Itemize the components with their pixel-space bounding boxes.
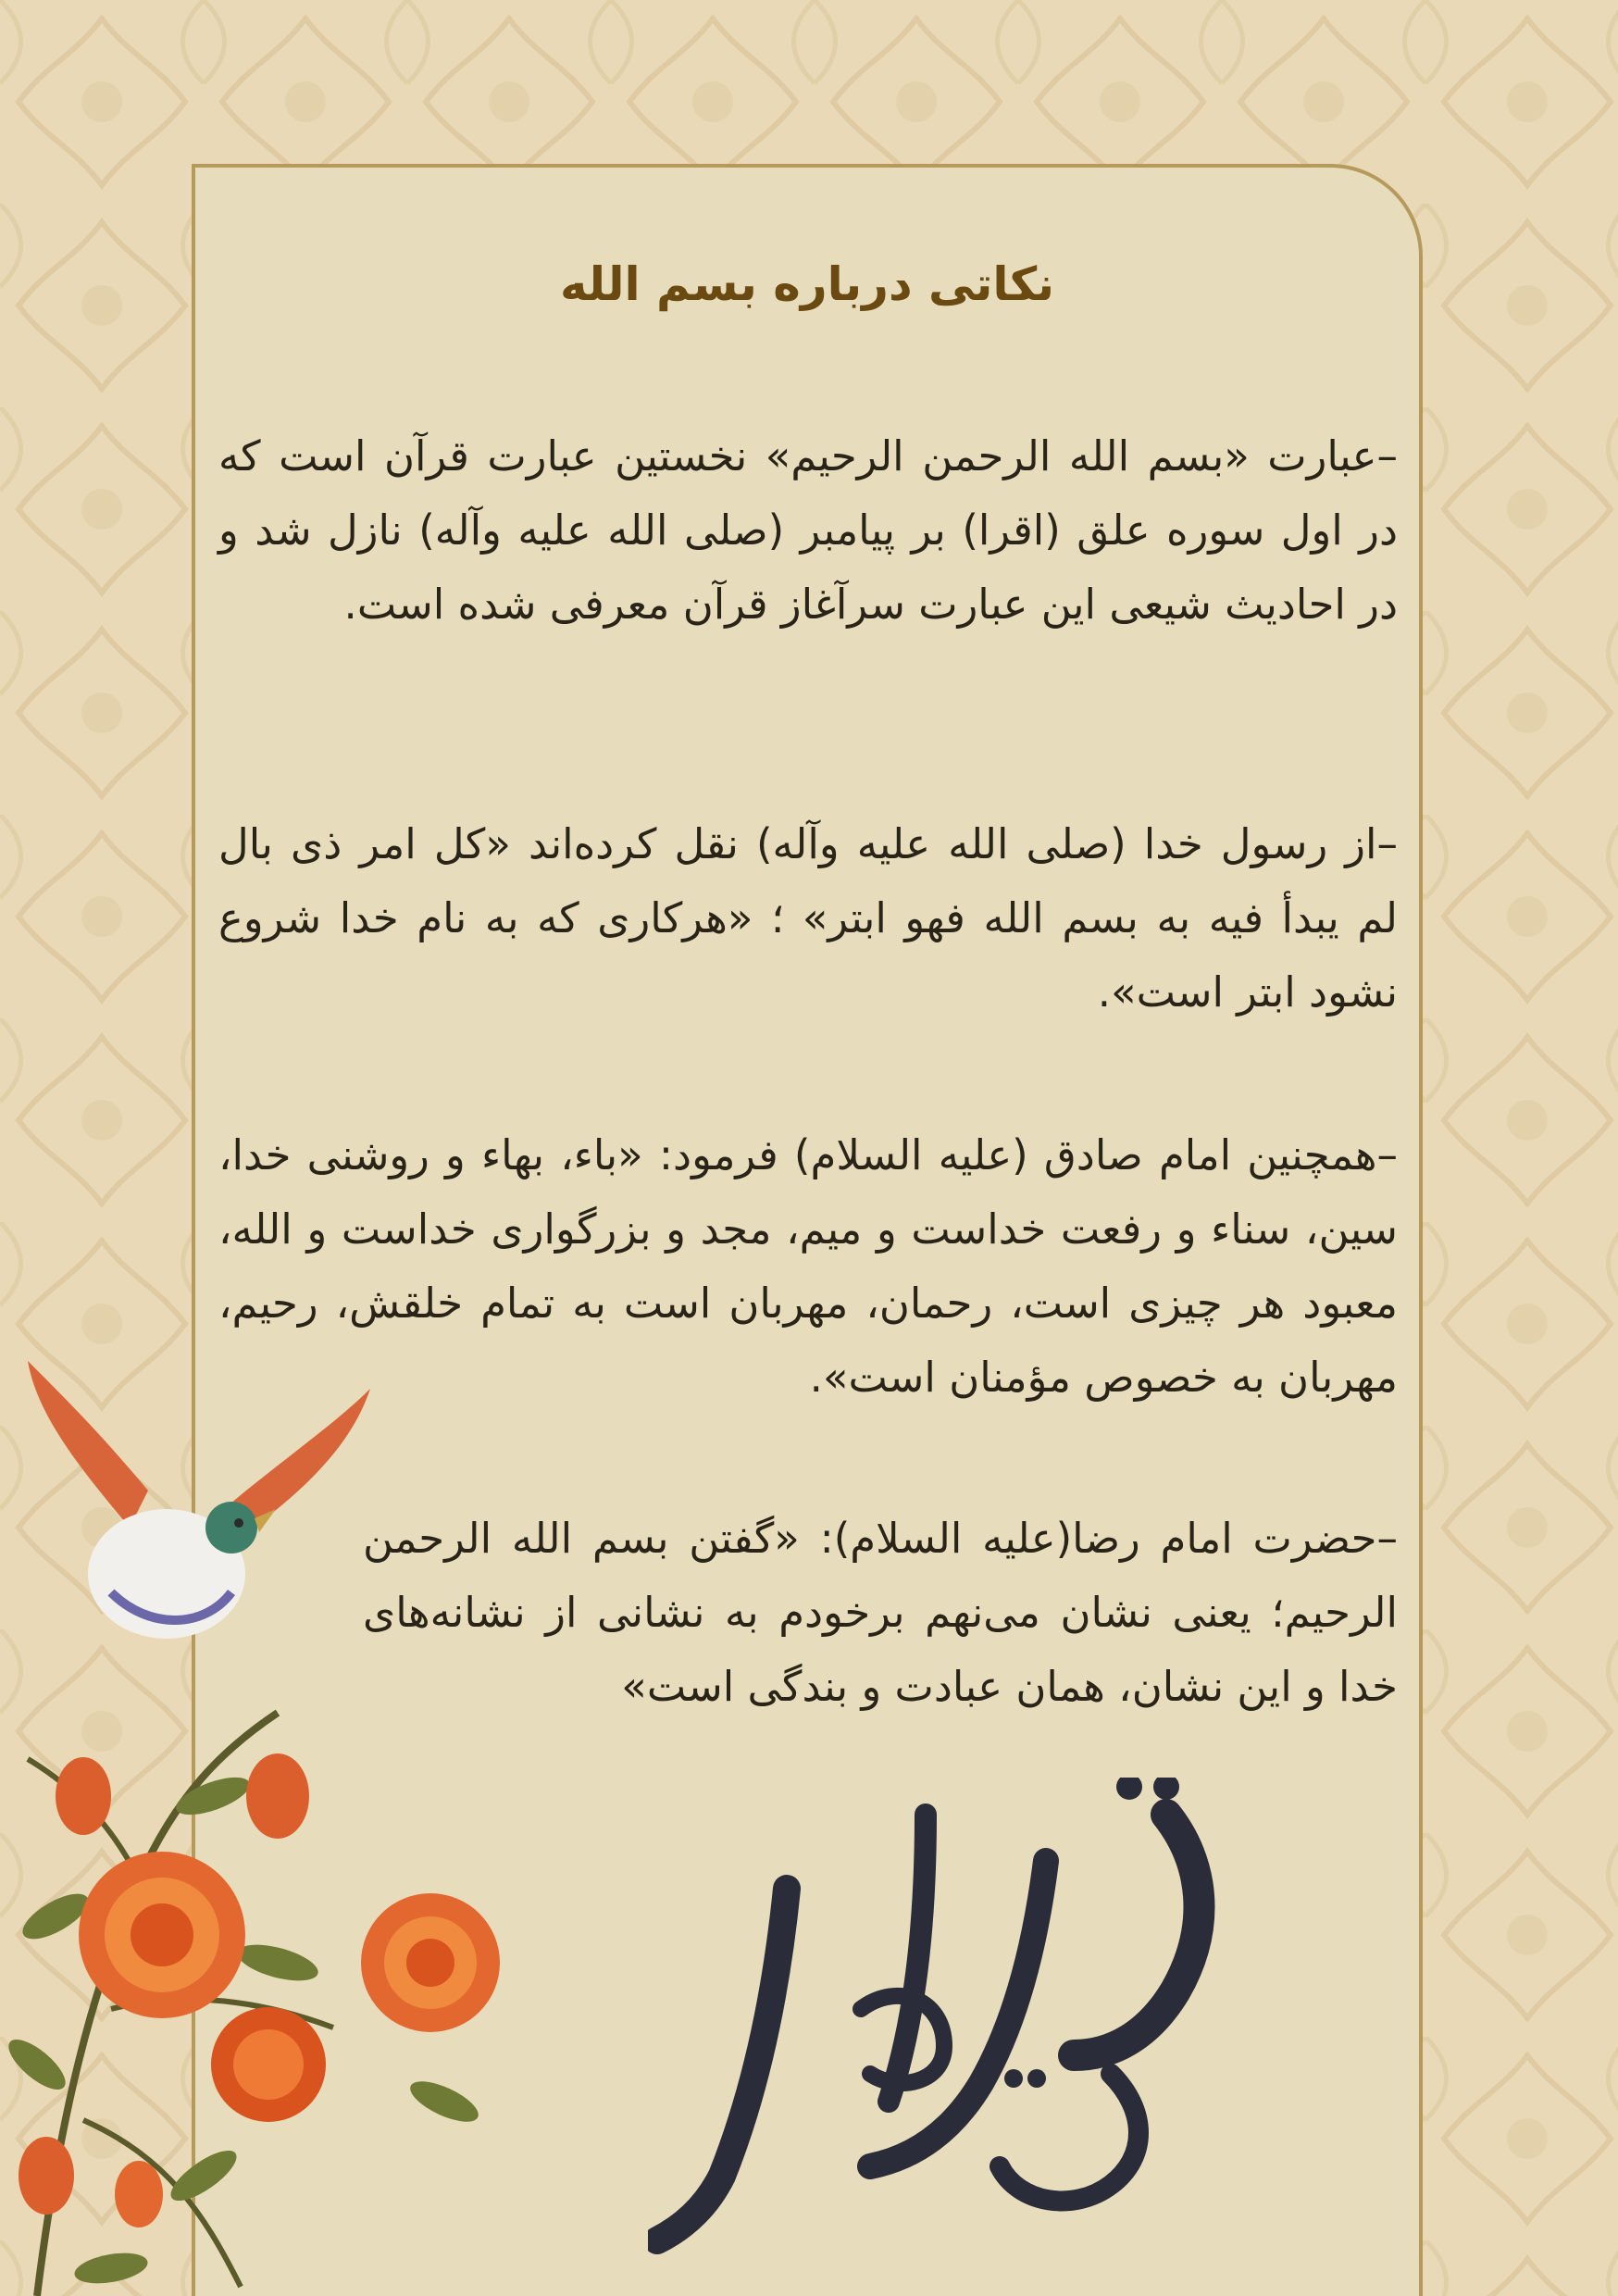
- paragraph-3: –همچنین امام صادق (علیه السلام) فرمود: «باء، بهاء و روشنی خدا، سین، سناء و رفعت خداست و میم، مجد و بزرگواری خداست و الله، معبود هر چیزی است، رحمان، مهربان است به تمام خلقش، رحیم، مهربان به خصوص مؤمنان است».: [218, 1130, 1398, 1402]
- paragraph-4: –حضرت امام رضا(علیه السلام): «گفتن بسم الله الرحمن الرحیم؛ یعنی نشان می‌نهم برخودم به نشانی از نشانه‌های خدا و این نشان، همان عبادت و بندگی است»: [363, 1514, 1398, 1711]
- page-title: نکاتی درباره بسم الله: [559, 257, 1054, 311]
- paragraph-2: –از رسول خدا (صلی الله علیه وآله) نقل کرده‌اند «کل امر ذی بال لم یبدأ فیه به بسم الله فهو ابتر» ؛ «هرکاری که به نام خدا شروع نشود ابتر است».: [218, 819, 1398, 1017]
- bird-and-flowers-illustration: [0, 1361, 518, 2296]
- ghoghaye-ghalam-logo: [648, 1778, 1250, 2259]
- paragraph-1: –عبارت «بسم الله الرحمن الرحیم» نخستین عبارت قرآن است که در اول سوره علق (اقرا) بر پیامبر (صلی الله علیه وآله) نازل شد و در احادیث شیعی این عبارت سرآغاز قرآن معرفی شده است.: [218, 431, 1398, 629]
